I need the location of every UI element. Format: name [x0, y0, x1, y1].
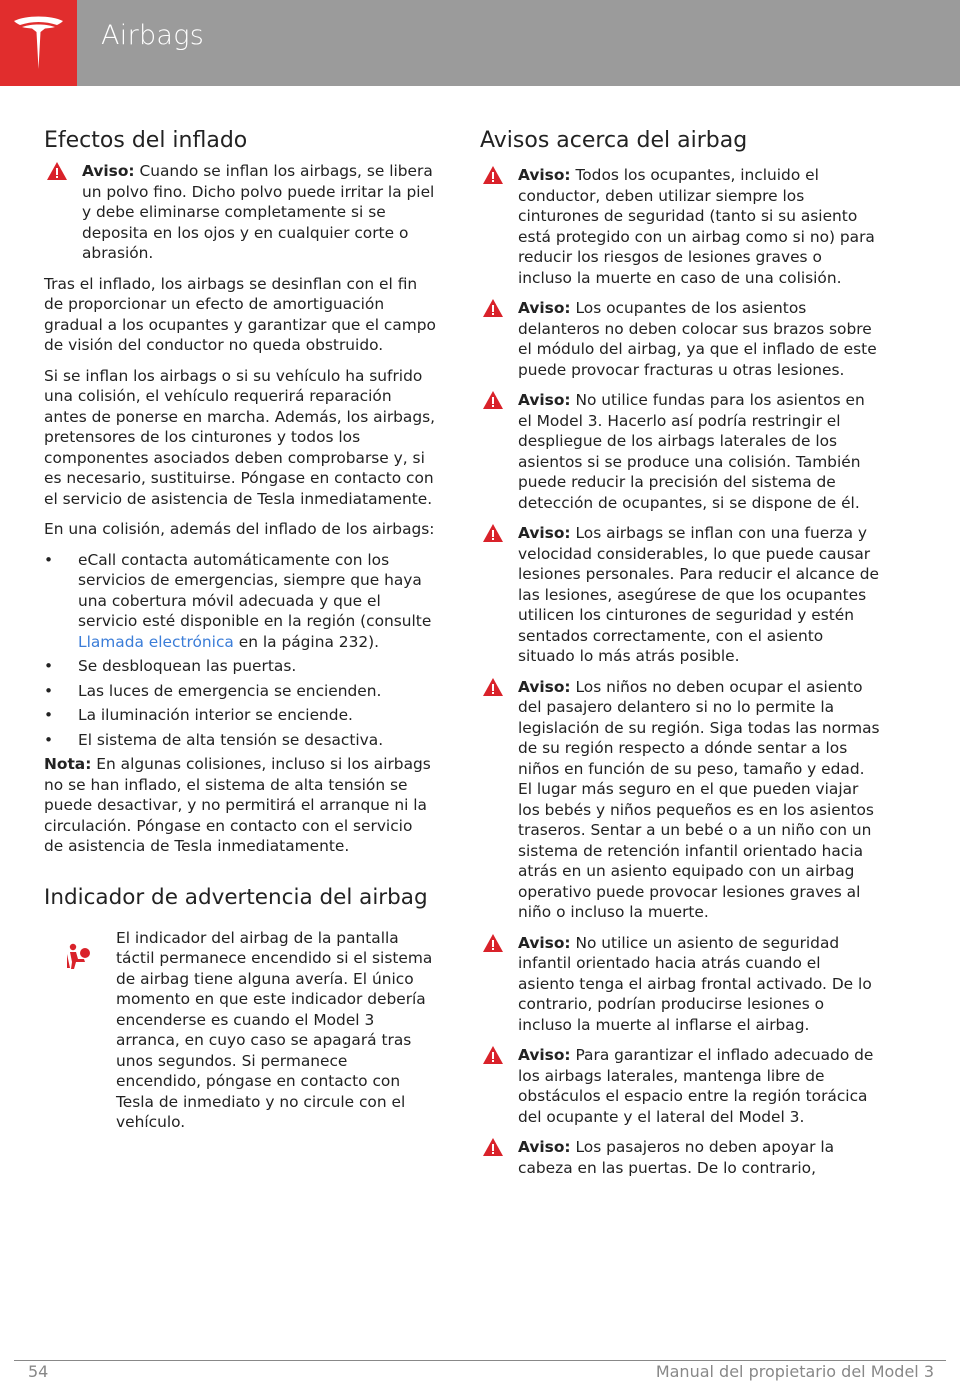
warning-block	[44, 161, 436, 264]
list-item-text: eCall contacta automáticamente con los servicios de emergencias, siempre que haya una cobertura móvil adecuada y que el servicio esté disponible en la región (consulte	[78, 550, 432, 630]
warning-block	[480, 1137, 880, 1178]
warning-text: Cuando se inflan los airbags, se libera un polvo fino. Dicho polvo puede irritar la piel y debe eliminarse completamente si se deposita en los ojos y en cualquier corte o abrasión.	[82, 162, 435, 262]
warning-icon	[482, 298, 504, 318]
warning-label: Aviso:	[518, 1046, 571, 1064]
paragraph: Si se inflan los airbags o si su vehículo ha sufrido una colisión, el vehículo requerirá reparación antes de ponerse en marcha. Además, los airbags, pretensores de los cinturones y todos los componentes asociados deben comprobarse y, si es necesario, sustituirse. Póngase en contacto con el servicio de asistencia de Tesla inmediatamente.	[44, 366, 436, 508]
bullet-icon: •	[44, 706, 54, 724]
list-item-text: Las luces de emergencia se encienden.	[78, 681, 382, 700]
list-item-text: Se desbloquean las puertas.	[78, 657, 297, 675]
note-text: En algunas colisiones, incluso si los airbags no se han inflado, el sistema de alta tensión se puede desactivar, y no permitirá el arranque ni la circulación. Póngase en contacto con el servicio de asistencia de Tesla inmediatamente.	[44, 755, 431, 855]
right-column	[480, 128, 880, 1188]
warning-text: Los ocupantes de los asientos delanteros no deben colocar sus brazos sobre el módulo del airbag, ya que el inflado de este puede provocar fracturas u otras lesiones.	[518, 299, 877, 379]
warning-label: Aviso:	[518, 1138, 571, 1156]
warning-block	[480, 390, 880, 513]
warning-text: Los niños no deben ocupar el asiento del pasajero delantero si no lo permite la legislación de su región. Siga todas las normas de su región respecto a dónde sentar a los niños en función de su peso, tamaño y edad. El lugar más seguro en el que pueden viajar los bebés y niños pequeños es en los asientos traseros. Sentar a un bebé o a un niño con un sistema de retención infantil orientado hacia atrás en un asiento equipado con un airbag operativo puede provocar lesiones graves al niño o incluso la muerte.	[518, 677, 880, 921]
bullet-icon: •	[44, 657, 54, 675]
footer-divider	[14, 1360, 946, 1361]
warning-icon	[46, 161, 68, 181]
bullet-icon: •	[44, 550, 54, 569]
warning-icon	[482, 1137, 504, 1157]
warning-label: Aviso:	[518, 933, 571, 952]
warning-label: Aviso:	[518, 677, 571, 696]
paragraph: En una colisión, además del inflado de los airbags:	[44, 520, 435, 538]
warning-label: Aviso:	[518, 166, 571, 184]
section-title-warnings: Avisos acerca del airbag	[480, 128, 748, 153]
warning-icon	[482, 165, 504, 185]
list-item	[44, 705, 436, 726]
logo-box	[0, 0, 77, 86]
list-item-text: La iluminación interior se enciende.	[78, 706, 353, 724]
warning-text: Los pasajeros no deben apoyar la cabeza en las puertas. De lo contrario,	[518, 1138, 835, 1177]
section-title-effects: Efectos del inflado	[44, 128, 248, 153]
warning-icon	[482, 933, 504, 953]
warning-icon	[482, 1045, 504, 1065]
warning-text: Para garantizar el inflado adecuado de los airbags laterales, mantenga libre de obstáculos el espacio entre la región torácica del ocupante y el lateral del Model 3.	[518, 1046, 874, 1126]
airbag-indicator-block	[44, 928, 436, 1133]
list-item	[44, 656, 436, 677]
warning-icon	[482, 523, 504, 543]
left-column	[44, 128, 436, 1133]
note-paragraph	[44, 754, 436, 857]
list-item	[44, 730, 436, 751]
warning-block	[480, 677, 880, 923]
warning-icon	[482, 390, 504, 410]
warning-block	[480, 298, 880, 380]
header-title: Airbags	[101, 20, 205, 51]
note-label: Nota:	[44, 755, 92, 773]
warning-label: Aviso:	[518, 524, 571, 542]
warning-label: Aviso:	[518, 299, 571, 317]
warning-block	[480, 1045, 880, 1127]
warning-label: Aviso:	[82, 162, 135, 180]
collision-actions-list	[44, 550, 436, 751]
section-title-indicator: Indicador de advertencia del airbag	[44, 884, 428, 910]
warning-block	[480, 933, 880, 1036]
ecall-link[interactable]: Llamada electrónica	[78, 632, 234, 651]
list-item	[44, 681, 436, 702]
warning-text: No utilice fundas para los asientos en el Model 3. Hacerlo así podría restringir el despliegue de los airbags laterales de los asientos si se produce una colisión. También puede reducir la precisión del sistema de detección de ocupantes, si se dispone de él.	[518, 391, 865, 512]
indicator-text: El indicador del airbag de la pantalla táctil permanece encendido si el sistema de airbag tiene alguna avería. El único momento en que este indicador debería encenderse es cuando el Model 3 arranca, en cuyo caso se apagará tras unos segundos. Si permanece encendido, póngase en contacto con Tesla de inmediato y no circule con el vehículo.	[116, 928, 433, 1131]
footer-title: Manual del propietario del Model 3	[655, 1362, 934, 1381]
bullet-icon: •	[44, 681, 54, 700]
list-item-text: El sistema de alta tensión se desactiva.	[78, 730, 384, 749]
warning-block	[480, 165, 880, 288]
airbag-warning-icon	[64, 942, 94, 972]
warning-block	[480, 523, 880, 667]
warning-label: Aviso:	[518, 391, 571, 409]
list-item-text: en la página 232).	[233, 632, 380, 651]
warning-text: No utilice un asiento de seguridad infantil orientado hacia atrás cuando el asiento tenga el airbag frontal activado. De lo contrario, podrían producirse lesiones o incluso la muerte al inflarse el airbag.	[518, 933, 872, 1034]
warning-text: Todos los ocupantes, incluido el conductor, deben utilizar siempre los cinturones de seguridad (tanto si su asiento está protegido con un airbag como si no) para reducir los riesgos de lesiones graves o incluso la muerte en caso de una colisión.	[518, 166, 875, 287]
warning-text: Los airbags se inflan con una fuerza y velocidad considerables, lo que puede causar lesiones personales. Para reducir el alcance de las lesiones, asegúrese de que los ocupantes utilicen los cinturones de seguridad y estén sentados correctamente, con el asiento situado lo más atrás posible.	[518, 524, 879, 665]
page-header	[0, 0, 960, 86]
tesla-logo-icon	[12, 15, 65, 71]
paragraph: Tras el inflado, los airbags se desinflan con el fin de proporcionar un efecto de amortiguación gradual a los ocupantes y garantizar que el campo de visión del conductor no queda obstruido.	[44, 274, 436, 354]
warning-icon	[482, 677, 504, 697]
list-item	[44, 550, 436, 653]
page-number: 54	[28, 1362, 49, 1381]
bullet-icon: •	[44, 730, 54, 749]
